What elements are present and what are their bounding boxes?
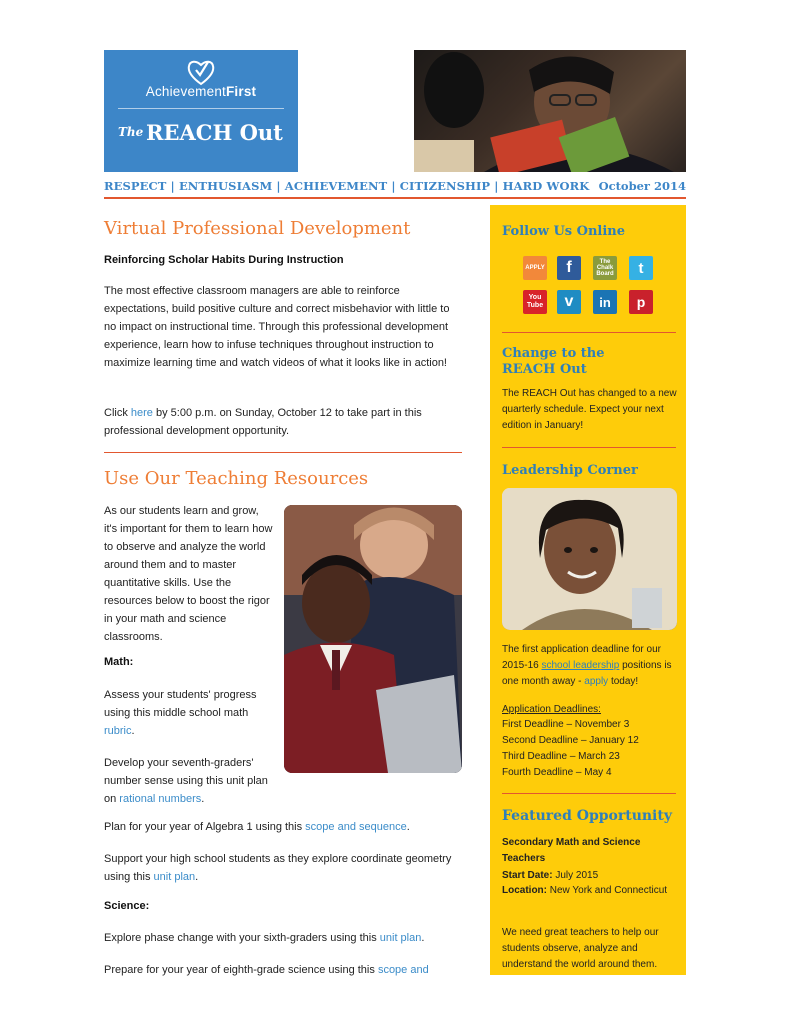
org-name: AchievementFirst: [145, 84, 257, 99]
cta-text-end: by 5:00 p.m. on Sunday, October 12 to take part in this professional development opportunity.: [104, 407, 422, 437]
header-divider: [104, 197, 686, 199]
start-date-label: Start Date:: [502, 870, 553, 881]
section-subtitle: Reinforcing Scholar Habits During Instruction: [104, 254, 344, 266]
unit-plan-link[interactable]: unit plan: [379, 932, 422, 944]
follow-us-heading: Follow Us Online: [502, 224, 626, 239]
resource-text: Develop your seventh-graders' number sense using this unit plan on: [104, 757, 268, 805]
issue-date: October 2014: [598, 179, 686, 193]
chalkboard-icon[interactable]: The Chalk Board: [593, 256, 617, 280]
math-resource-rational-numbers: [104, 754, 276, 808]
resource-text: Assess your students' progress using this middle school math: [104, 689, 257, 719]
resource-text: Plan for your year of Algebra 1 using this: [104, 821, 306, 833]
resource-text-end: .: [406, 821, 410, 833]
core-values: RESPECT | ENTHUSIASM | ACHIEVEMENT | CITIZENSHIP | HARD WORK: [104, 179, 590, 193]
rubric-link[interactable]: rubric: [104, 725, 132, 737]
science-resource-eighth-grade: [104, 961, 460, 979]
deadline-item: Third Deadline – March 23: [502, 751, 620, 762]
deadlines-heading: Application Deadlines:: [502, 704, 601, 715]
logo-divider: [118, 108, 284, 109]
students-photo-art: [284, 505, 462, 773]
twitter-icon[interactable]: t: [629, 256, 653, 280]
math-resource-geometry: [104, 850, 460, 886]
vpd-paragraph: The most effective classroom managers are able to reinforce expectations, build positive culture and correct misbehavior with little to no impact on instructional time. Through this professional development experience, learn how to infuse techniques throughout instruction to maximize learning time and watch videos of what it looks like in action!: [104, 285, 450, 369]
unit-plan-link[interactable]: unit plan: [153, 871, 196, 883]
resource-text-end: .: [195, 871, 199, 883]
section-title-teaching-resources: Use Our Teaching Resources: [104, 468, 369, 489]
apply-link[interactable]: apply: [584, 676, 609, 687]
change-heading-line: REACH Out: [502, 362, 587, 377]
section-divider: [104, 452, 462, 453]
resource-text-end: .: [131, 725, 135, 737]
featured-description: We need great teachers to help our students observe, analyze and understand the world around them.: [502, 927, 659, 970]
newsletter-title: REACH Out: [146, 120, 283, 145]
location-value: New York and Connecticut: [547, 885, 668, 896]
apply-icon[interactable]: APPLY: [523, 256, 547, 280]
school-leadership-link[interactable]: school leadership: [541, 660, 620, 671]
section-title-virtual-pd: Virtual Professional Development: [104, 218, 411, 239]
vpd-call-to-action: [104, 404, 460, 440]
rational-numbers-link[interactable]: rational numbers: [119, 793, 202, 805]
pinterest-icon[interactable]: p: [629, 290, 653, 314]
leader-photo-art: [502, 488, 677, 630]
deadline-item: First Deadline – November 3: [502, 719, 630, 730]
science-resource-phase-change: [104, 929, 460, 947]
science-heading: Science:: [104, 900, 150, 912]
resource-text: Explore phase change with your sixth-graders using this: [104, 932, 380, 944]
featured-location: [502, 883, 678, 899]
deadline-item: Fourth Deadline – May 4: [502, 767, 612, 778]
students-at-laptop-photo: [284, 505, 462, 773]
smiling-student-photo: [502, 488, 677, 630]
resource-text: Prepare for your year of eighth-grade science using this: [104, 964, 378, 976]
math-heading: Math:: [104, 656, 134, 668]
linkedin-icon[interactable]: in: [593, 290, 617, 314]
youtube-icon[interactable]: You Tube: [523, 290, 547, 314]
resource-text-end: .: [421, 932, 425, 944]
scope-and-sequence-link[interactable]: scope and: [377, 964, 429, 976]
math-resource-algebra: [104, 818, 460, 836]
hero-photo-art: [414, 50, 686, 172]
change-heading: [502, 346, 605, 378]
change-heading-line: Change to the: [502, 346, 605, 361]
achievement-first-logo: [104, 50, 298, 172]
deadline-item: Second Deadline – January 12: [502, 735, 639, 746]
values-bar: [104, 178, 686, 196]
change-text: The REACH Out has changed to a new quarterly schedule. Expect your next edition in January!: [502, 388, 677, 431]
leadership-text-part: The first application deadline for our 2015-16: [502, 644, 661, 671]
sidebar-divider: [502, 332, 676, 333]
newsletter-the: The: [118, 125, 144, 139]
resources-intro: As our students learn and grow, it's important for them to learn how to observe and analyze the world around them and to master quantitative skills. Use the resources below to boost the rigor in your math and science classrooms.: [104, 505, 273, 643]
cta-text: Click: [104, 407, 131, 419]
leadership-heading: Leadership Corner: [502, 463, 638, 478]
resource-text: Support your high school students as they explore coordinate geometry using this: [104, 853, 452, 883]
here-link[interactable]: here: [130, 407, 153, 419]
sidebar-divider: [502, 447, 676, 448]
heart-check-icon: [186, 58, 216, 86]
facebook-icon[interactable]: f: [557, 256, 581, 280]
featured-opportunity-heading: Featured Opportunity: [502, 808, 672, 824]
featured-start-date: [502, 868, 678, 884]
sidebar: [490, 205, 686, 975]
leadership-text-part: today!: [608, 676, 639, 687]
hero-photo-student-reading: [414, 50, 686, 172]
featured-role: Secondary Math and Science Teachers: [502, 837, 641, 864]
scope-and-sequence-link[interactable]: scope and sequence: [305, 821, 407, 833]
location-label: Location:: [502, 885, 547, 896]
leadership-text: [502, 642, 678, 690]
start-date-value: July 2015: [552, 870, 599, 881]
leadership-text-part: positions is one month away -: [502, 660, 672, 687]
deadlines-list: [502, 717, 678, 781]
resource-text-end: .: [201, 793, 205, 805]
math-resource-rubric: [104, 686, 276, 740]
sidebar-divider: [502, 793, 676, 794]
vimeo-icon[interactable]: v: [557, 290, 581, 314]
